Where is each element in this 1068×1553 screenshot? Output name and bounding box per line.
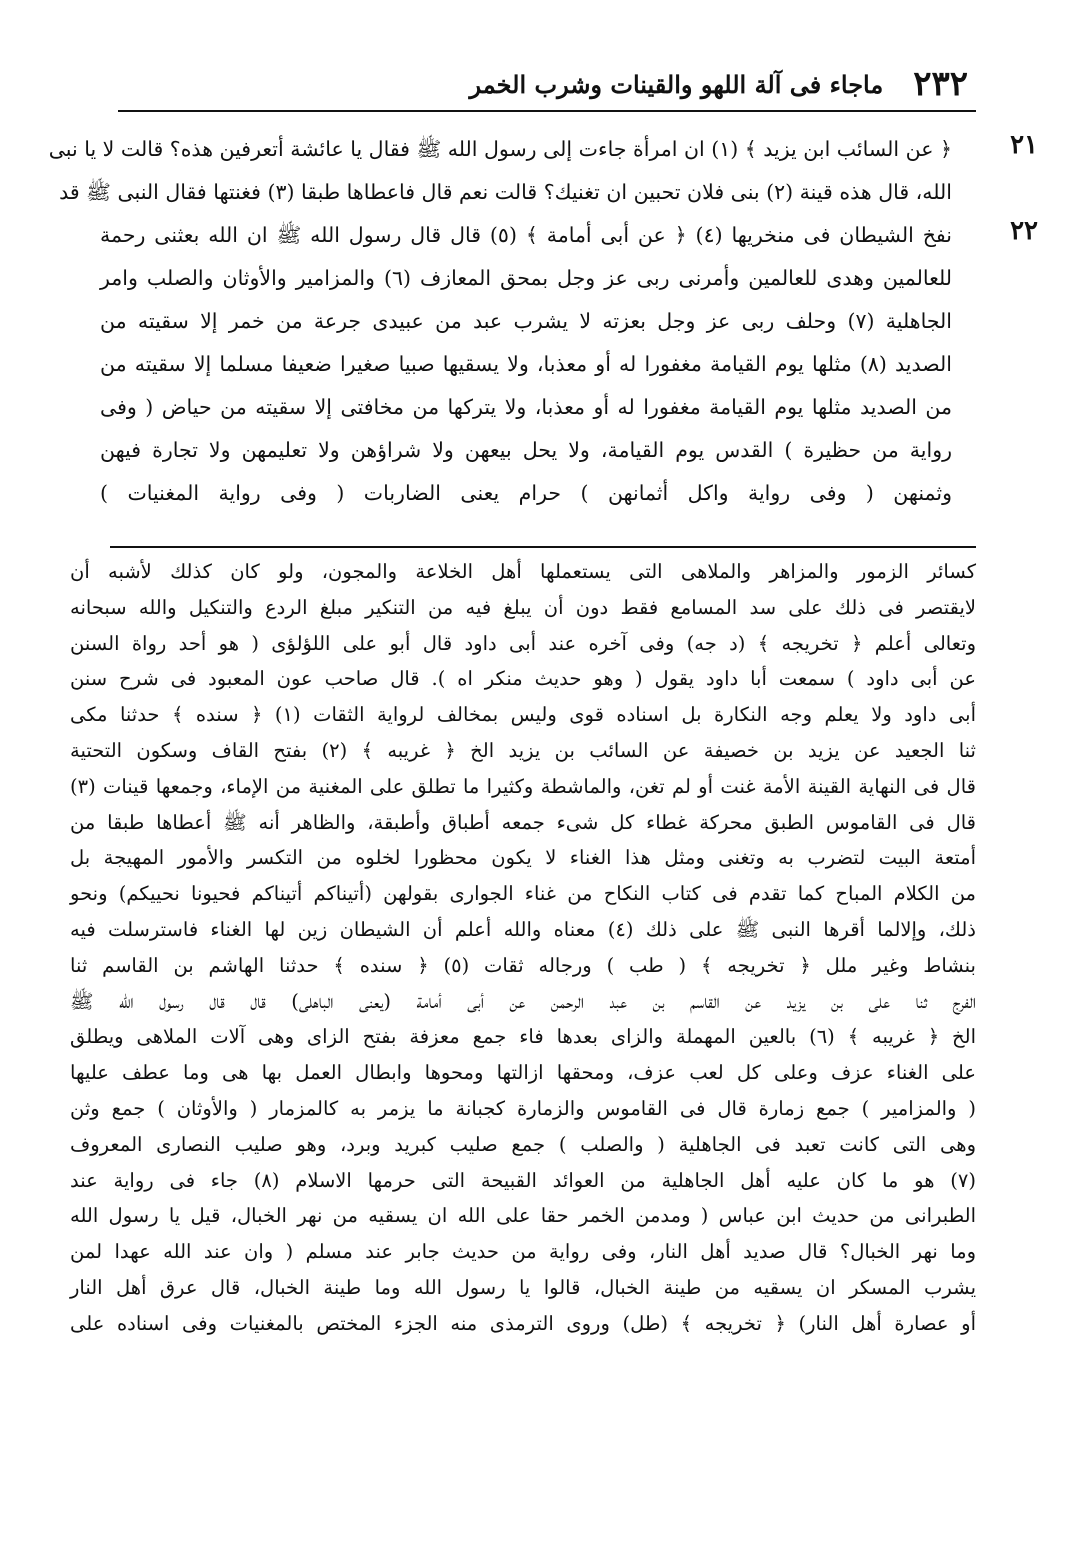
footnote-line: أبى داود ولا يعلم وجه النكارة بل اسناده قوى وليس بمخالف لرواية الثقات (١) ﴿ سنده ﴾ حدثنا مكى	[70, 703, 976, 727]
hadith-number: ٢٢	[1010, 216, 1038, 246]
footnote-line: بنشاط وغير ملل ﴿ تخريجه ﴾ ( طب ) ورجاله ثقات (٥) ﴿ سنده ﴾ حدثنا الهاشم بن القاسم ثنا	[70, 953, 976, 977]
page-number: ٢٣٢	[913, 64, 968, 104]
book-page	[48, 58, 1038, 1518]
footnote-line: أو عصارة أهل النار) ﴿ تخريجه ﴾ (طل) وروى الترمذى منه الجزء المختص بالمغنيات وفى اسناده على	[70, 1311, 976, 1335]
footnote-line: يشرب المسكر ان يسقيه من طينة الخبال، قالوا يا رسول الله وما طينة الخبال، قال عرق أهل النار	[70, 1275, 976, 1299]
footnote-line: عن أبى داود ) سمعت أبا داود يقول ( وهو حديث منكر اه ). قال صاحب عون المعبود فى شرح سنن	[70, 667, 976, 691]
footnote-line: وهى التى كانت تعبد فى الجاهلية ( والصلب ) جمع صليب كبريد وبرد، وهو صليب النصارى المعروف	[70, 1132, 976, 1156]
footnote-line: من الكلام المباح كما تقدم فى كتاب النكاح من غناء الجوارى بقولهن (أتيناكم أتيناكم فحيونا نحييكم) ونحو	[70, 882, 976, 906]
hadith-paragraph-22	[100, 214, 1038, 515]
footnote-line: لايقتصر فى ذلك على سد المسامع فقط دون أن يبلغ فيه من التنكير مبلغ الردع والتنكيل والله سبحانه	[70, 595, 976, 619]
hadith-number: ٢١	[1010, 130, 1038, 160]
footnote-line: الطبرانى من حديث ابن عباس ( ومدمن الخمر حقا على الله ان يسقيه من نهر الخبال، قيل يا رسول الله	[70, 1204, 976, 1228]
text-line: الله، قال هذه قينة (٢) بنى فلان تحبين ان تغنيك؟ قالت نعم قال فاعطاها طبقا (٣) فغنتها فقال النبى ﷺ قد	[59, 180, 952, 204]
running-title: ماجاء فى آلة اللهو والقينات وشرب الخمر	[469, 69, 884, 99]
text-line: ﴿ عن السائب ابن يزيد ﴾ (١) ان امرأة جاءت إلى رسول الله ﷺ فقال يا عائشة أتعرفين هذه؟ قالت لا يا نبى	[48, 137, 952, 161]
text-line: رواية من حظيرة ) القدس يوم القيامة، ولا يحل بيعهن ولا شراؤهن ولا تعليمهن ولا تجارة فيهن	[100, 438, 952, 462]
footnote-line: قال فى القاموس الطبق محركة غطاء كل شىء جمعه أطباق وأطبقة، والظاهر أنه ﷺ أعطاها طبقا من	[70, 810, 976, 834]
text-line: للعالمين وهدى للعالمين وأمرنى ربى عز وجل بمحق المعازف (٦) والمزامير والأوثان والصلب وامر	[100, 266, 952, 290]
footnote-line: وما نهر الخبال؟ قال صديد أهل النار، وفى رواية من حديث جابر عند مسلم ( وان عند الله عهدا لمن	[70, 1240, 976, 1264]
text-line: الجاهلية (٧) وحلف ربى عز وجل بعزته لا يشرب عبد من عبيدى جرعة من خمر إلا سقيته من	[100, 309, 952, 333]
footnote-line: قال فى النهاية القينة الأمة غنت أو لم تغن، والماشطة وكثيرا ما تطلق على المغنية من الإماء، وجمعها قينات (٣)	[70, 774, 976, 798]
footnote-line: ثنا الجعيد عن يزيد بن خصيفة عن السائب بن يزيد الخ ﴿ غريبه ﴾ (٢) بفتح القاف وسكون التحتية	[70, 738, 976, 762]
footnote-line: أمتعة البيت لتضرب به وتغنى ومثل هذا الغناء لا يكون محظورا لخلوه من التكسر والأمور المهيجة بل	[70, 846, 976, 870]
page-header	[70, 58, 976, 110]
footnote-line: (٧) هو ما كان عليه أهل الجاهلية من العوائد القبيحة التى حرمها الاسلام (٨) جاء فى رواية عند	[70, 1168, 977, 1192]
hadith-paragraph-21	[48, 128, 1038, 214]
footnote-line: الخ ﴿ غريبه ﴾ (٦) بالعين المهملة والزاى بعدها فاء جمع معزفة بفتح الزاى وهى آلات الملاهى ويطلق	[70, 1025, 976, 1049]
main-text	[48, 128, 1038, 538]
footnote-line: على الغناء عزف وعلى كل لعب عزف، ومحقها ازالتها ومحوها وابطال العمل بها هى وما عطف عليها	[70, 1061, 976, 1085]
footnote-line: وتعالى أعلم ﴿ تخريجه ﴾ (د جه) وفى آخره عند أبى داود قال أبو على اللؤلؤى ( هو أحد رواة السنن	[70, 631, 976, 655]
footnotes	[70, 554, 976, 1518]
footnote-line: ذلك، وإلالما أقرها النبى ﷺ على ذلك (٤) معناه والله أعلم أن الشيطان زين لها الغناء فاسترسلت فيه	[70, 917, 976, 941]
footnote-line: ( والمزامير ) جمع زمارة قال فى القاموس والزمارة كجبانة ما يزمر به كالمزمار ( والأوثان ) جمع وثن	[70, 1096, 976, 1120]
header-divider	[118, 110, 976, 112]
text-line: الصديد (٨) مثلها يوم القيامة مغفورا له أو معذبا، ولا يسقيها صبيا صغيرا ضعيفا مسلما إلا سقيته من	[100, 352, 952, 376]
text-line: نفخ الشيطان فى منخريها (٤) ﴿ عن أبى أمامة ﴾ (٥) قال قال رسول الله ﷺ ان الله بعثنى رحمة	[100, 223, 952, 247]
text-line: وثمنهن ( وفى رواية واكل أثمانهن ) حرام يعنى الضاربات ( وفى رواية المغنيات )	[100, 481, 952, 505]
footnote-line: كسائر الزمور والمزاهر والملاهى التى يستعملها أهل الخلاعة والمجون، ولو كان كذلك لأشبه أن	[70, 560, 976, 583]
footnote-line: الفرج ثنا على بن يزيد عن القاسم بن عبد الرحمن عن أبى أمامة (يعنى الباهلى) قال قال رسول الله ﷺ	[70, 989, 976, 1013]
footnote-divider	[110, 546, 976, 548]
text-line: من الصديد مثلها يوم القيامة مغفورا له أو معذبا، ولا يتركها من مخافتى إلا سقيته من حياض ( وفى	[100, 395, 952, 419]
